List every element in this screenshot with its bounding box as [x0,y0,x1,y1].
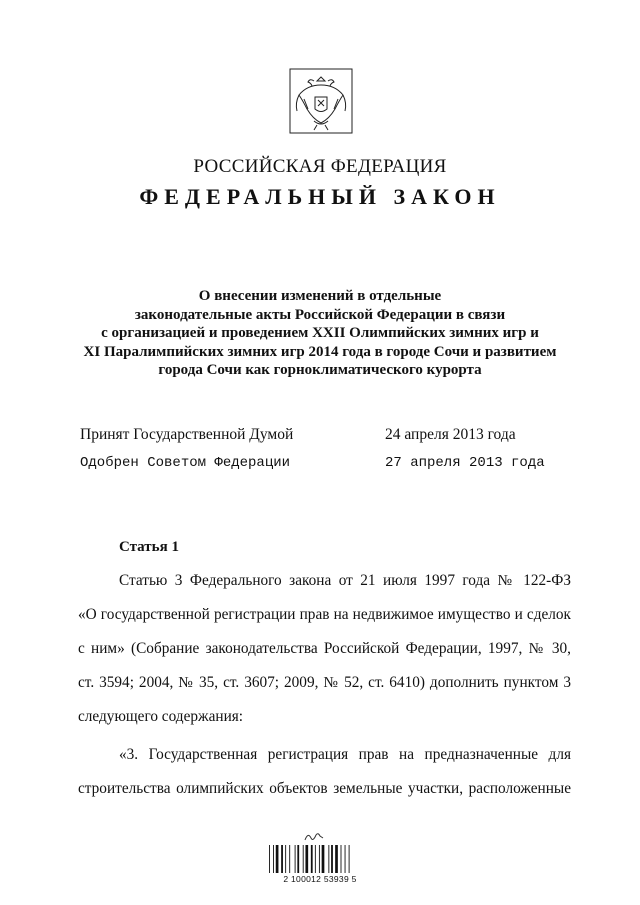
council-approval-date: 27 апреля 2013 года [385,455,545,471]
law-title-line: XI Паралимпийских зимних игр 2014 года в городе Сочи и развитием [83,343,557,360]
barcode-number: 2 100012 53939 5 [283,874,357,884]
paragraph-line: «О государственной регистрации прав на недвижимое имущество и сделок [78,606,571,623]
duma-adoption-date: 24 апреля 2013 года [385,426,516,443]
law-type-heading: ФЕДЕРАЛЬНЫЙ ЗАКОН [139,184,501,209]
handwritten-mark-icon [303,831,325,843]
paragraph-line: ст. 3594; 2004, № 35, ст. 3607; 2009, № 52, ст. 6410) дополнить пунктом 3 [78,674,571,691]
article-heading: Статья 1 [119,539,179,555]
paragraph-line: Статью 3 Федерального закона от 21 июля 1997 года № 122-ФЗ [119,572,571,589]
article-paragraph-2 [78,738,571,806]
duma-adoption-label: Принят Государственной Думой [80,426,294,443]
paragraph-line: строительства олимпийских объектов земельные участки, расположенные [78,780,571,797]
law-title-line: законодательные акты Российской Федерации в связи [134,306,506,323]
paragraph-line: следующего содержания: [78,708,244,725]
coat-of-arms-emblem [284,67,358,135]
law-title [60,287,580,380]
paragraph-line: «3. Государственная регистрация прав на предназначенные для [119,746,571,763]
law-title-line: с организацией и проведением XXII Олимпийских зимних игр и [101,325,539,341]
country-heading: РОССИЙСКАЯ ФЕДЕРАЦИЯ [193,156,447,177]
council-approval-label: Одобрен Советом Федерации [80,455,291,471]
article-paragraph-1 [78,564,571,734]
law-title-line: города Сочи как горноклиматического курорта [158,362,482,378]
barcode-icon [268,845,372,875]
law-title-line: О внесении изменений в отдельные [198,288,442,304]
paragraph-line: с ним» (Собрание законодательства Российской Федерации, 1997, № 30, [78,640,571,657]
